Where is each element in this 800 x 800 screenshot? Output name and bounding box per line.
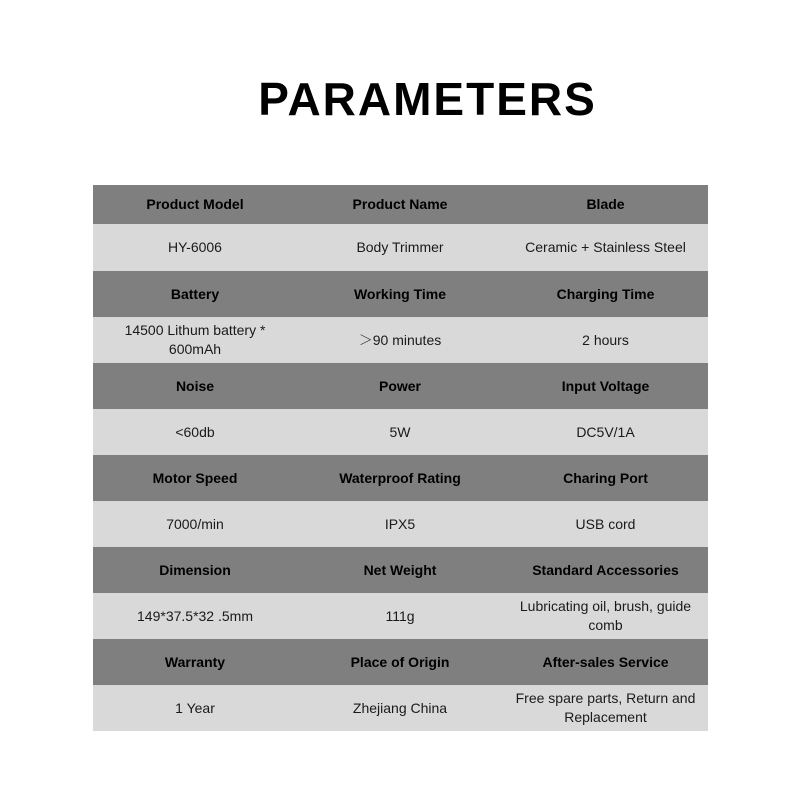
header-row — [93, 185, 708, 224]
value-cell: 149*37.5*32 .5mm — [93, 593, 297, 639]
value-cell: ＞90 minutes — [297, 317, 503, 363]
value-cell: Lubricating oil, brush, guide comb — [503, 593, 708, 639]
header-cell: Standard Accessories — [503, 547, 708, 593]
value-cell: HY-6006 — [93, 224, 297, 271]
header-row — [93, 547, 708, 593]
value-cell: 5W — [297, 409, 503, 455]
header-row — [93, 271, 708, 317]
header-cell: Motor Speed — [93, 455, 297, 501]
header-row — [93, 363, 708, 409]
page-title: PARAMETERS — [258, 73, 597, 125]
value-cell: <60db — [93, 409, 297, 455]
value-cell: 7000/min — [93, 501, 297, 547]
value-cell: Zhejiang China — [297, 685, 503, 731]
header-cell: Waterproof Rating — [297, 455, 503, 501]
value-cell: 14500 Lithum battery * 600mAh — [93, 317, 297, 363]
value-row — [93, 224, 708, 271]
value-row — [93, 501, 708, 547]
header-cell: Place of Origin — [297, 639, 503, 685]
value-row — [93, 409, 708, 455]
value-cell: Body Trimmer — [297, 224, 503, 271]
header-cell: Charing Port — [503, 455, 708, 501]
value-cell: 111g — [297, 593, 503, 639]
value-cell: Ceramic + Stainless Steel — [503, 224, 708, 271]
header-row — [93, 639, 708, 685]
header-cell: Battery — [93, 271, 297, 317]
value-cell: Free spare parts, Return and Replacement — [503, 685, 708, 731]
header-cell: After-sales Service — [503, 639, 708, 685]
header-cell: Dimension — [93, 547, 297, 593]
value-row — [93, 317, 708, 363]
value-row — [93, 685, 708, 731]
parameters-table — [93, 185, 708, 731]
header-cell: Product Model — [93, 185, 297, 224]
header-cell: Product Name — [297, 185, 503, 224]
value-cell: IPX5 — [297, 501, 503, 547]
header-cell: Charging Time — [503, 271, 708, 317]
header-row — [93, 455, 708, 501]
header-cell: Working Time — [297, 271, 503, 317]
value-cell: 2 hours — [503, 317, 708, 363]
value-cell: DC5V/1A — [503, 409, 708, 455]
header-cell: Noise — [93, 363, 297, 409]
header-cell: Blade — [503, 185, 708, 224]
header-cell: Input Voltage — [503, 363, 708, 409]
value-row — [93, 593, 708, 639]
header-cell: Power — [297, 363, 503, 409]
header-cell: Warranty — [93, 639, 297, 685]
value-cell: 1 Year — [93, 685, 297, 731]
value-cell: USB cord — [503, 501, 708, 547]
header-cell: Net Weight — [297, 547, 503, 593]
